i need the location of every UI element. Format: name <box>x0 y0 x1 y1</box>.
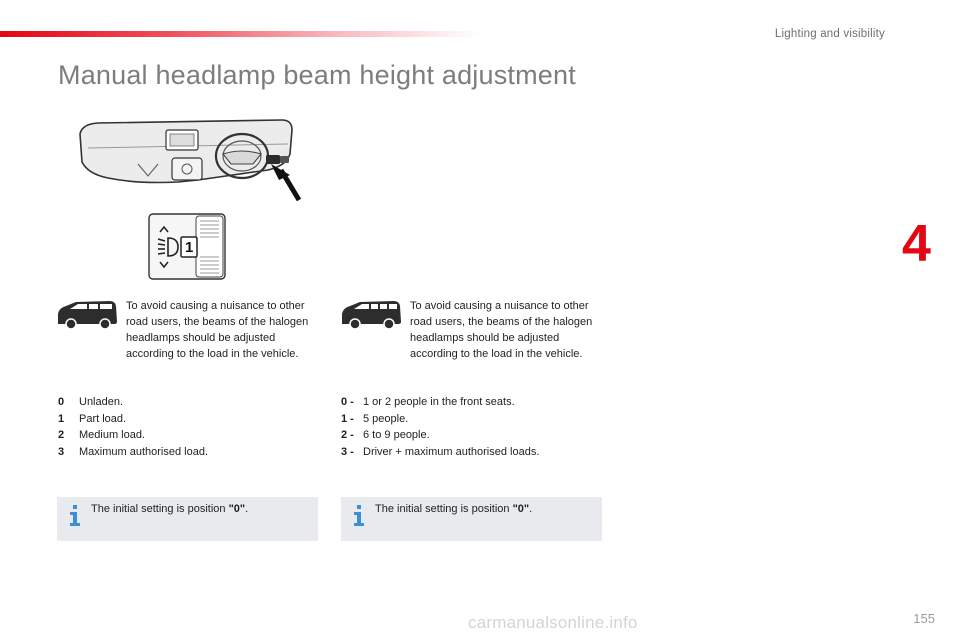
page-number: 155 <box>913 611 935 626</box>
right-intro-text: To avoid causing a nuisance to other road users, the beams of the halogen headlamps should be adjusted according to the load in the vehicle. <box>410 300 593 360</box>
list-item <box>341 427 539 444</box>
position-number: 0 - <box>341 396 354 408</box>
position-text: Driver + maximum authorised loads. <box>363 445 540 458</box>
position-number: 2 - <box>341 429 354 441</box>
list-item <box>58 411 208 428</box>
list-item <box>341 411 539 428</box>
position-text: Medium load. <box>79 429 146 441</box>
position-text: Part load. <box>79 412 127 425</box>
info-note <box>341 497 602 541</box>
left-position-list <box>58 394 208 460</box>
watermark: carmanualsonline.info <box>468 613 638 632</box>
knob-position-label: 1 <box>185 239 194 256</box>
position-number: 3 <box>58 445 65 458</box>
position-number: 1 <box>58 412 65 425</box>
page-title: Manual headlamp beam height adjustment <box>58 60 576 90</box>
position-text: Maximum authorised load. <box>79 445 209 458</box>
position-number: 3 - <box>341 445 354 458</box>
list-item <box>58 444 208 461</box>
list-item <box>58 427 208 444</box>
info-text <box>91 503 248 515</box>
position-number: 1 - <box>341 412 354 425</box>
position-text: 6 to 9 people. <box>363 429 430 441</box>
position-text: 1 or 2 people in the front seats. <box>363 396 515 408</box>
info-value: "0" <box>228 503 246 515</box>
info-icon <box>354 505 364 527</box>
info-suffix: . <box>529 503 533 515</box>
van-icon <box>56 298 118 330</box>
van-icon <box>340 298 402 330</box>
info-suffix: . <box>245 503 249 515</box>
info-note <box>57 497 318 541</box>
info-icon <box>70 505 80 527</box>
info-text <box>375 503 532 515</box>
position-text: 5 people. <box>363 412 409 425</box>
dashboard-illustration <box>78 118 303 206</box>
position-text: Unladen. <box>79 396 124 408</box>
list-item <box>341 394 539 411</box>
section-title: Lighting and visibility <box>774 28 885 40</box>
info-value: "0" <box>512 503 530 515</box>
position-number: 2 <box>58 429 65 441</box>
left-intro-text: To avoid causing a nuisance to other road users, the beams of the halogen headlamps should be adjusted according to the load in the vehicle. <box>126 300 309 360</box>
header-accent-bar <box>0 31 480 37</box>
right-position-list <box>341 394 539 460</box>
info-text-body: The initial setting is position <box>375 503 513 515</box>
position-number: 0 <box>58 396 65 408</box>
info-text-body: The initial setting is position <box>91 503 229 515</box>
list-item <box>341 444 539 461</box>
list-item <box>58 394 208 411</box>
chapter-number: 4 <box>902 215 931 273</box>
